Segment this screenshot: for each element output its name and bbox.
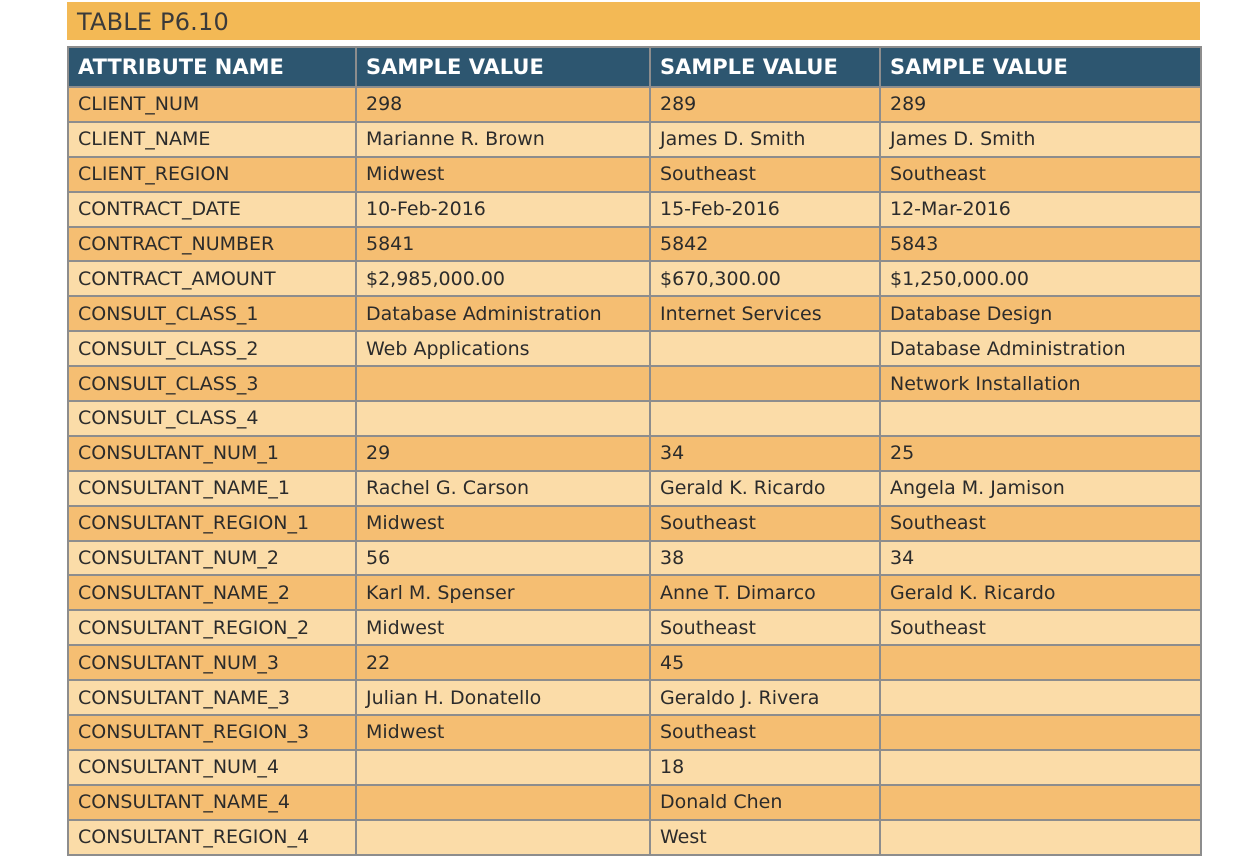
attribute-name-cell: CONSULTANT_REGION_3 — [68, 715, 356, 750]
sample-value-3-cell: Network Installation — [880, 366, 1201, 401]
sample-value-1-cell: 298 — [356, 87, 650, 122]
table-row — [68, 122, 1201, 157]
table-row — [68, 87, 1201, 122]
sample-value-1-cell: 29 — [356, 436, 650, 471]
sample-value-2-cell: 15-Feb-2016 — [650, 192, 880, 227]
sample-value-1-cell: Marianne R. Brown — [356, 122, 650, 157]
sample-value-3-cell: James D. Smith — [880, 122, 1201, 157]
table-row — [68, 645, 1201, 680]
sample-value-1-cell — [356, 366, 650, 401]
table-title: TABLE P6.10 — [67, 2, 1200, 40]
table-row — [68, 575, 1201, 610]
attribute-name-cell: CONSULTANT_NUM_1 — [68, 436, 356, 471]
table-row — [68, 610, 1201, 645]
sample-value-2-cell: 5842 — [650, 227, 880, 262]
sample-value-3-cell: 34 — [880, 541, 1201, 576]
sample-value-3-cell: Southeast — [880, 157, 1201, 192]
attribute-name-cell: CLIENT_NUM — [68, 87, 356, 122]
sample-value-3-cell — [880, 645, 1201, 680]
table-row — [68, 506, 1201, 541]
attribute-name-cell: CONTRACT_AMOUNT — [68, 261, 356, 296]
sample-value-1-cell: Rachel G. Carson — [356, 471, 650, 506]
sample-value-3-cell: Southeast — [880, 610, 1201, 645]
sample-value-1-cell: Midwest — [356, 157, 650, 192]
attribute-name-cell: CONTRACT_NUMBER — [68, 227, 356, 262]
attribute-name-cell: CONSULTANT_REGION_4 — [68, 820, 356, 855]
attribute-name-cell: CONSULTANT_NAME_1 — [68, 471, 356, 506]
sample-value-2-cell: 34 — [650, 436, 880, 471]
attribute-name-cell: CLIENT_NAME — [68, 122, 356, 157]
sample-value-1-cell: Midwest — [356, 715, 650, 750]
attribute-name-cell: CONSULTANT_NUM_2 — [68, 541, 356, 576]
sample-value-1-cell: Midwest — [356, 506, 650, 541]
table-row — [68, 750, 1201, 785]
attribute-name-cell: CONSULTANT_NAME_2 — [68, 575, 356, 610]
sample-data-table — [67, 46, 1202, 856]
sample-value-2-cell: Donald Chen — [650, 785, 880, 820]
attribute-name-cell: CONSULTANT_REGION_1 — [68, 506, 356, 541]
sample-value-1-cell — [356, 785, 650, 820]
sample-value-3-cell: 289 — [880, 87, 1201, 122]
sample-value-1-cell: Database Administration — [356, 296, 650, 331]
sample-value-2-cell — [650, 401, 880, 436]
sample-value-2-cell: 38 — [650, 541, 880, 576]
sample-value-1-cell: 56 — [356, 541, 650, 576]
sample-value-1-cell: 5841 — [356, 227, 650, 262]
sample-value-3-cell: Database Design — [880, 296, 1201, 331]
table-row — [68, 227, 1201, 262]
sample-value-2-cell: 45 — [650, 645, 880, 680]
attribute-name-cell: CONSULTANT_NUM_4 — [68, 750, 356, 785]
table-row — [68, 366, 1201, 401]
sample-value-1-cell: Midwest — [356, 610, 650, 645]
table-row — [68, 785, 1201, 820]
sample-value-2-cell: Gerald K. Ricardo — [650, 471, 880, 506]
sample-value-2-cell: 289 — [650, 87, 880, 122]
header-attribute-name: ATTRIBUTE NAME — [68, 47, 356, 87]
sample-value-3-cell: 5843 — [880, 227, 1201, 262]
header-row — [68, 47, 1201, 87]
sample-value-1-cell: $2,985,000.00 — [356, 261, 650, 296]
table-row — [68, 331, 1201, 366]
table-body — [68, 87, 1201, 855]
sample-value-3-cell — [880, 785, 1201, 820]
sample-value-1-cell: 10-Feb-2016 — [356, 192, 650, 227]
sample-value-2-cell: Southeast — [650, 715, 880, 750]
header-sample-value-3: SAMPLE VALUE — [880, 47, 1201, 87]
attribute-name-cell: CONSULTANT_NAME_3 — [68, 680, 356, 715]
sample-value-3-cell — [880, 750, 1201, 785]
attribute-name-cell: CONSULT_CLASS_4 — [68, 401, 356, 436]
table-row — [68, 401, 1201, 436]
sample-value-2-cell: Internet Services — [650, 296, 880, 331]
table-row — [68, 541, 1201, 576]
sample-value-3-cell: Database Administration — [880, 331, 1201, 366]
attribute-name-cell: CONSULT_CLASS_3 — [68, 366, 356, 401]
attribute-name-cell: CONSULTANT_REGION_2 — [68, 610, 356, 645]
sample-value-3-cell: Gerald K. Ricardo — [880, 575, 1201, 610]
sample-value-2-cell: Geraldo J. Rivera — [650, 680, 880, 715]
attribute-name-cell: CONSULT_CLASS_1 — [68, 296, 356, 331]
sample-value-3-cell — [880, 680, 1201, 715]
sample-value-3-cell — [880, 401, 1201, 436]
attribute-name-cell: CLIENT_REGION — [68, 157, 356, 192]
table-row — [68, 471, 1201, 506]
sample-value-2-cell: Anne T. Dimarco — [650, 575, 880, 610]
table-row — [68, 436, 1201, 471]
sample-value-1-cell: 22 — [356, 645, 650, 680]
sample-value-3-cell: Southeast — [880, 506, 1201, 541]
attribute-name-cell: CONSULTANT_NAME_4 — [68, 785, 356, 820]
sample-value-3-cell — [880, 715, 1201, 750]
table-row — [68, 261, 1201, 296]
table-row — [68, 296, 1201, 331]
table-row — [68, 715, 1201, 750]
attribute-name-cell: CONSULTANT_NUM_3 — [68, 645, 356, 680]
sample-value-1-cell — [356, 820, 650, 855]
sample-value-2-cell: 18 — [650, 750, 880, 785]
attribute-name-cell: CONTRACT_DATE — [68, 192, 356, 227]
sample-value-1-cell — [356, 401, 650, 436]
sample-value-2-cell: Southeast — [650, 506, 880, 541]
table-row — [68, 680, 1201, 715]
table-row — [68, 157, 1201, 192]
sample-value-3-cell: Angela M. Jamison — [880, 471, 1201, 506]
sample-value-1-cell — [356, 750, 650, 785]
sample-value-2-cell: Southeast — [650, 157, 880, 192]
sample-value-2-cell: Southeast — [650, 610, 880, 645]
sample-value-1-cell: Julian H. Donatello — [356, 680, 650, 715]
sample-value-1-cell: Web Applications — [356, 331, 650, 366]
sample-value-2-cell: West — [650, 820, 880, 855]
header-sample-value-1: SAMPLE VALUE — [356, 47, 650, 87]
sample-value-2-cell: $670,300.00 — [650, 261, 880, 296]
sample-value-1-cell: Karl M. Spenser — [356, 575, 650, 610]
attribute-name-cell: CONSULT_CLASS_2 — [68, 331, 356, 366]
sample-value-3-cell: $1,250,000.00 — [880, 261, 1201, 296]
table-row — [68, 192, 1201, 227]
sample-value-3-cell — [880, 820, 1201, 855]
sample-value-3-cell: 12-Mar-2016 — [880, 192, 1201, 227]
sample-value-2-cell — [650, 331, 880, 366]
sample-value-2-cell — [650, 366, 880, 401]
sample-value-2-cell: James D. Smith — [650, 122, 880, 157]
header-sample-value-2: SAMPLE VALUE — [650, 47, 880, 87]
sample-value-3-cell: 25 — [880, 436, 1201, 471]
table-row — [68, 820, 1201, 855]
